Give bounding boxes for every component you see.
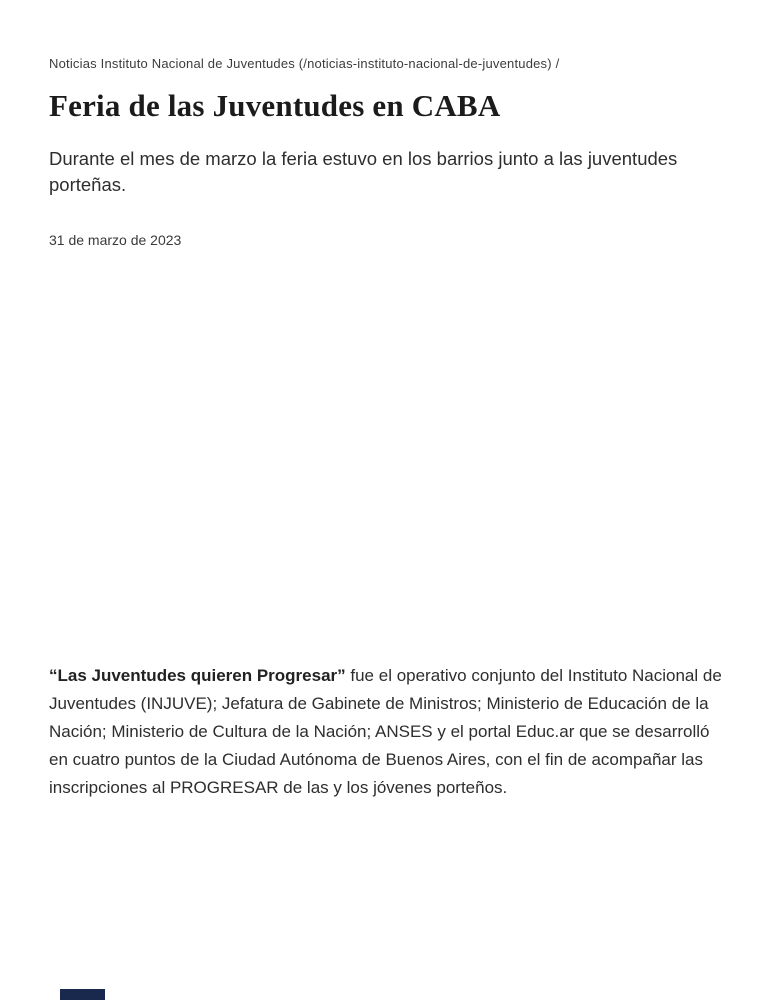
article-body-text: fue el operativo conjunto del Instituto Nacional de Juventudes (INJUVE); Jefatura de Gabinete de Ministros; Ministerio de Educación de la Nación; Ministerio de Cultura de la Nación; ANSES y el portal Educ.ar que se desarrolló en cuatro puntos de la Ciudad Autónoma de Buenos Aires, con el fin de acompañar las inscripciones al PROGRESAR de las y los jóvenes porteños. [49, 666, 722, 797]
breadcrumb-link-noticias[interactable]: Noticias Instituto Nacional de Juventudes (/noticias-instituto-nacional-de-juventudes) [49, 56, 552, 71]
article-body-bold-lead: “Las Juventudes quieren Progresar” [49, 666, 346, 685]
article-date: 31 de marzo de 2023 [49, 232, 182, 248]
article-image-placeholder [49, 249, 724, 662]
breadcrumb-separator: / [551, 56, 560, 71]
breadcrumb [49, 55, 724, 73]
page-title: Feria de las Juventudes en CABA [49, 88, 501, 123]
article-content [0, 55, 773, 802]
article-lead: Durante el mes de marzo la feria estuvo en los barrios junto a las juventudes porteñas. [49, 148, 678, 195]
footer-bar [60, 989, 105, 1000]
article-body [49, 662, 724, 802]
